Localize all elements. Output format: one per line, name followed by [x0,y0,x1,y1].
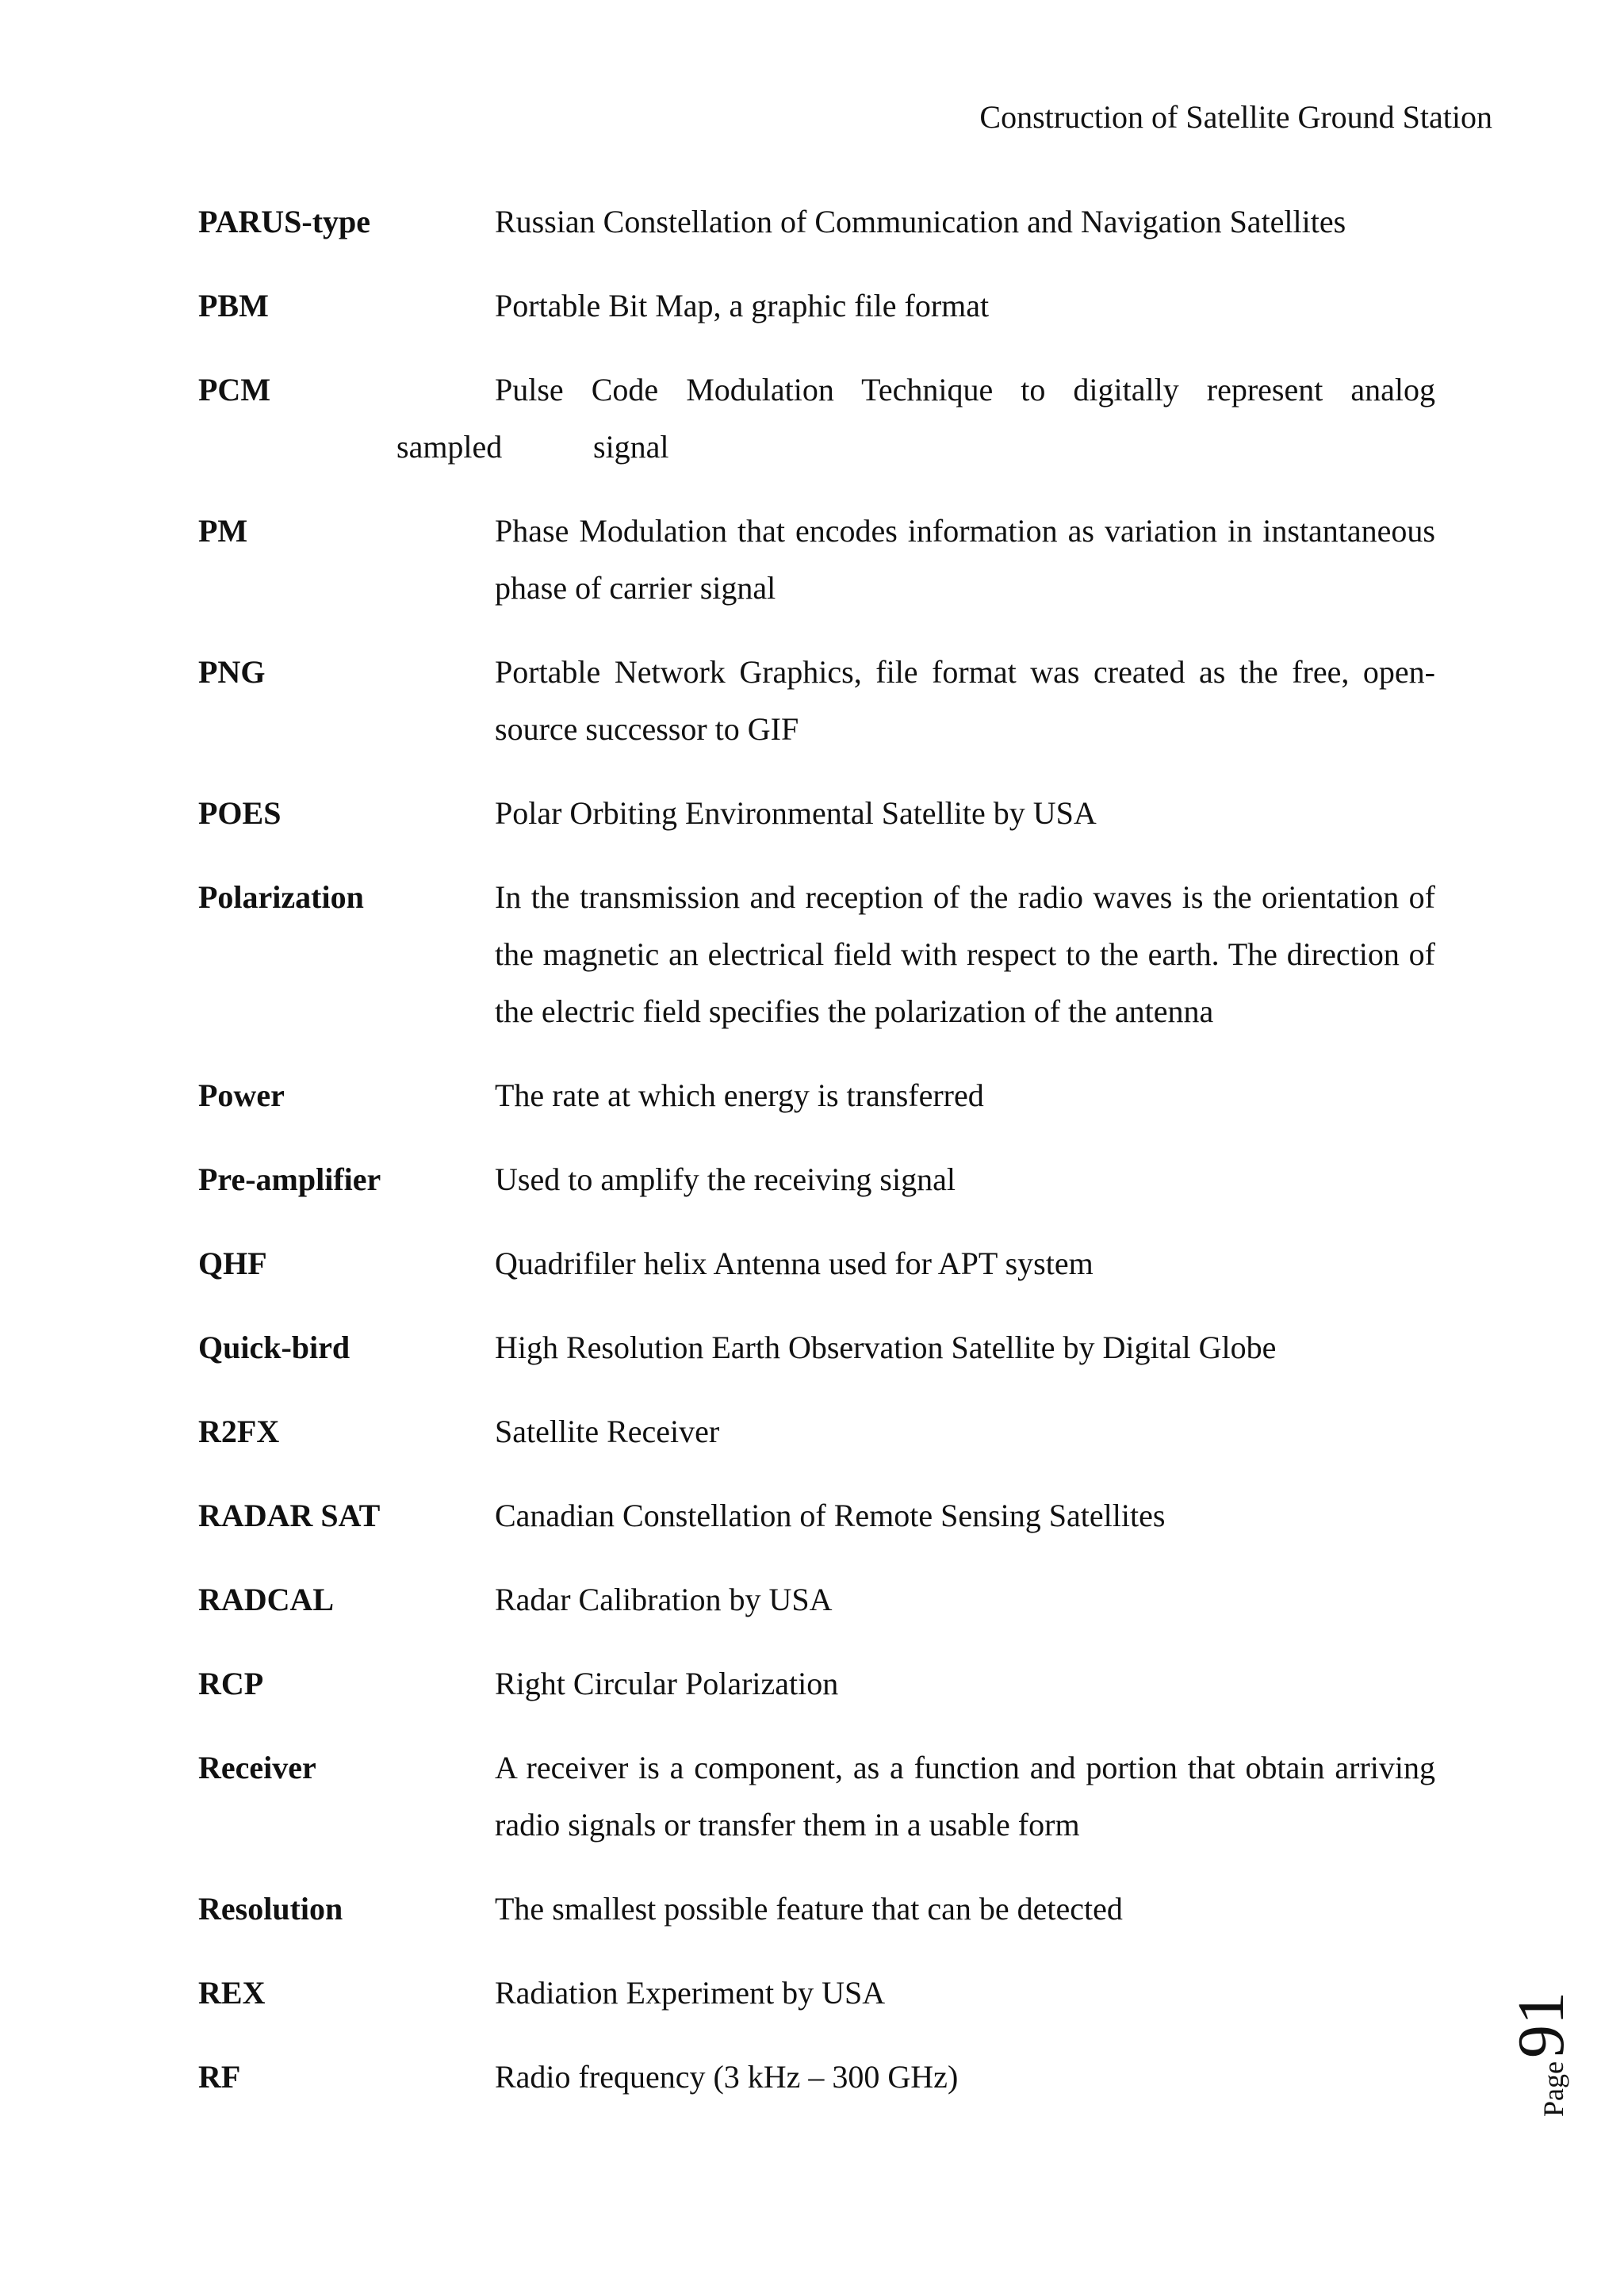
glossary-definition: Pulse Code Modulation Technique to digitally represent analog [495,372,1435,408]
continuation-word: sampled [396,429,503,465]
glossary-entry [198,362,1435,419]
glossary-term: R2FX [198,1414,280,1449]
glossary-entry [198,193,1435,251]
running-header: Construction of Satellite Ground Station [979,99,1492,135]
glossary-entry [198,785,1435,842]
glossary-term: PCM [198,372,271,408]
glossary-term: Pre-amplifier [198,1161,381,1197]
continuation-word: signal [593,429,669,465]
glossary-definition: Portable Bit Map, a graphic file format [495,288,990,323]
page-number: 91 [1504,1992,1578,2059]
glossary-entry [198,1151,1435,1208]
glossary-term: Receiver [198,1750,316,1785]
glossary-definition: Radiation Experiment by USA [495,1975,886,2011]
glossary-term: Polarization [198,879,364,915]
glossary-definition: Radar Calibration by USA [495,1582,833,1617]
glossary-term: PM [198,513,248,549]
glossary-definition: A receiver is a component, as a function and portion that obtain arriving radio signals or transfer them in a usable form [495,1750,1435,1843]
glossary-definition: In the transmission and reception of the radio waves is the orientation of the magnetic an electrical field with respect to the earth. The direction of the electric field specifies the polarization of the antenna [495,879,1435,1029]
glossary-definition: Radio frequency (3 kHz – 300 GHz) [495,2059,959,2095]
page-number-block [1445,1982,1578,2117]
glossary-definition: Satellite Receiver [495,1414,720,1449]
glossary-term: Quick-bird [198,1330,350,1365]
glossary-term: RADCAL [198,1582,335,1617]
glossary-term: RCP [198,1666,264,1701]
glossary-term: POES [198,795,282,831]
glossary-list [198,193,1435,2133]
glossary-entry [198,1881,1435,1938]
glossary-term: QHF [198,1246,267,1281]
glossary-definition: Right Circular Polarization [495,1666,839,1701]
glossary-term: PBM [198,288,269,323]
glossary-definition: Polar Orbiting Environmental Satellite by USA [495,795,1097,831]
glossary-entry [198,869,1435,1040]
page-label: Page [1538,2061,1569,2117]
glossary-definition: High Resolution Earth Observation Satellite by Digital Globe [495,1330,1277,1365]
glossary-term: Resolution [198,1891,343,1927]
glossary-entry [198,1235,1435,1292]
glossary-definition: Quadrifiler helix Antenna used for APT system [495,1246,1094,1281]
glossary-definition: The smallest possible feature that can be detected [495,1891,1123,1927]
glossary-term: REX [198,1975,266,2011]
glossary-entry [198,1319,1435,1376]
glossary-term: RADAR SAT [198,1498,381,1533]
glossary-entry [198,1403,1435,1460]
glossary-term: PARUS-type [198,204,371,239]
glossary-definition-continuation [396,419,1624,476]
glossary-entry [198,1739,1435,1854]
glossary-entry [198,1487,1435,1544]
glossary-term: RF [198,2059,241,2095]
glossary-term: PNG [198,654,266,690]
glossary-definition: Canadian Constellation of Remote Sensing Satellites [495,1498,1166,1533]
glossary-entry [198,1571,1435,1628]
glossary-entry [198,277,1435,335]
glossary-definition: Used to amplify the receiving signal [495,1161,956,1197]
glossary-definition: Russian Constellation of Communication and Navigation Satellites [495,204,1346,239]
glossary-definition: The rate at which energy is transferred [495,1077,984,1113]
glossary-term: Power [198,1077,285,1113]
glossary-entry [198,2049,1435,2106]
glossary-definition: Phase Modulation that encodes information as variation in instantaneous phase of carrier signal [495,513,1435,606]
glossary-entry [198,1067,1435,1124]
glossary-entry [198,1965,1435,2022]
glossary-entry [198,644,1435,758]
glossary-entry [198,503,1435,617]
glossary-entry [198,1655,1435,1712]
glossary-definition: Portable Network Graphics, file format was created as the free, open-source successor to GIF [495,654,1435,747]
